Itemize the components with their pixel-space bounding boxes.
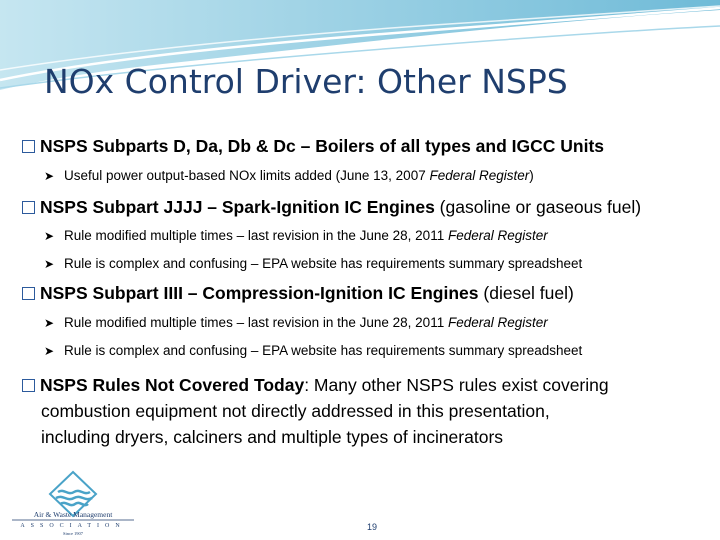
arrow-bullet-icon: ➤ xyxy=(44,169,55,183)
awma-logo xyxy=(8,470,138,536)
logo-line1: Air & Waste Management xyxy=(33,510,113,519)
bullet-subparts-d xyxy=(22,136,604,157)
bullet-bold-text: NSPS Rules Not Covered Today xyxy=(40,375,305,395)
bullet-bold-text: NSPS Subpart IIII – Compression-Ignition IC Engines xyxy=(40,283,479,303)
page-number: 19 xyxy=(367,522,378,532)
arrow-bullet-icon: ➤ xyxy=(44,257,55,271)
sub-bullet: ➤ Rule modified multiple times – last revision in the June 28, 2011 Federal Register xyxy=(44,228,548,243)
square-bullet-icon xyxy=(22,140,35,153)
logo-line3: Since 1907 xyxy=(62,531,84,536)
sub-bullet: ➤ Rule is complex and confusing – EPA website has requirements summary spreadsheet xyxy=(44,256,583,271)
arrow-bullet-icon: ➤ xyxy=(44,229,55,243)
bullet-subpart-iiii: NSPS Subpart IIII – Compression-Ignition IC Engines (diesel fuel) xyxy=(22,283,574,304)
sub-bullet: ➤ Rule modified multiple times – last revision in the June 28, 2011 Federal Register xyxy=(44,315,548,330)
bullet-bold-text: NSPS Subparts D, Da, Db & Dc – Boilers of all types and IGCC Units xyxy=(40,136,604,156)
arrow-bullet-icon: ➤ xyxy=(44,344,55,358)
bullet-subpart-jjjj: NSPS Subpart JJJJ – Spark-Ignition IC Engines (gasoline or gaseous fuel) xyxy=(22,197,641,218)
slide-title: NOx Control Driver: Other NSPS xyxy=(44,62,568,101)
sub-bullet: ➤ Useful power output-based NOx limits added (June 13, 2007 Federal Register) xyxy=(44,168,534,183)
square-bullet-icon xyxy=(22,379,35,392)
square-bullet-icon xyxy=(22,201,35,214)
logo-line2: ASSOCIATION xyxy=(20,523,126,529)
sub-bullet: ➤ Rule is complex and confusing – EPA website has requirements summary spreadsheet xyxy=(44,343,583,358)
arrow-bullet-icon: ➤ xyxy=(44,316,55,330)
bullet-rules-not-covered: NSPS Rules Not Covered Today: Many other NSPS rules exist covering combustion equipment not directly addressed in this presentation, including dryers, calciners and multiple types of incinerators xyxy=(22,372,609,450)
square-bullet-icon xyxy=(22,287,35,300)
bullet-bold-text: NSPS Subpart JJJJ – Spark-Ignition IC Engines xyxy=(40,197,435,217)
